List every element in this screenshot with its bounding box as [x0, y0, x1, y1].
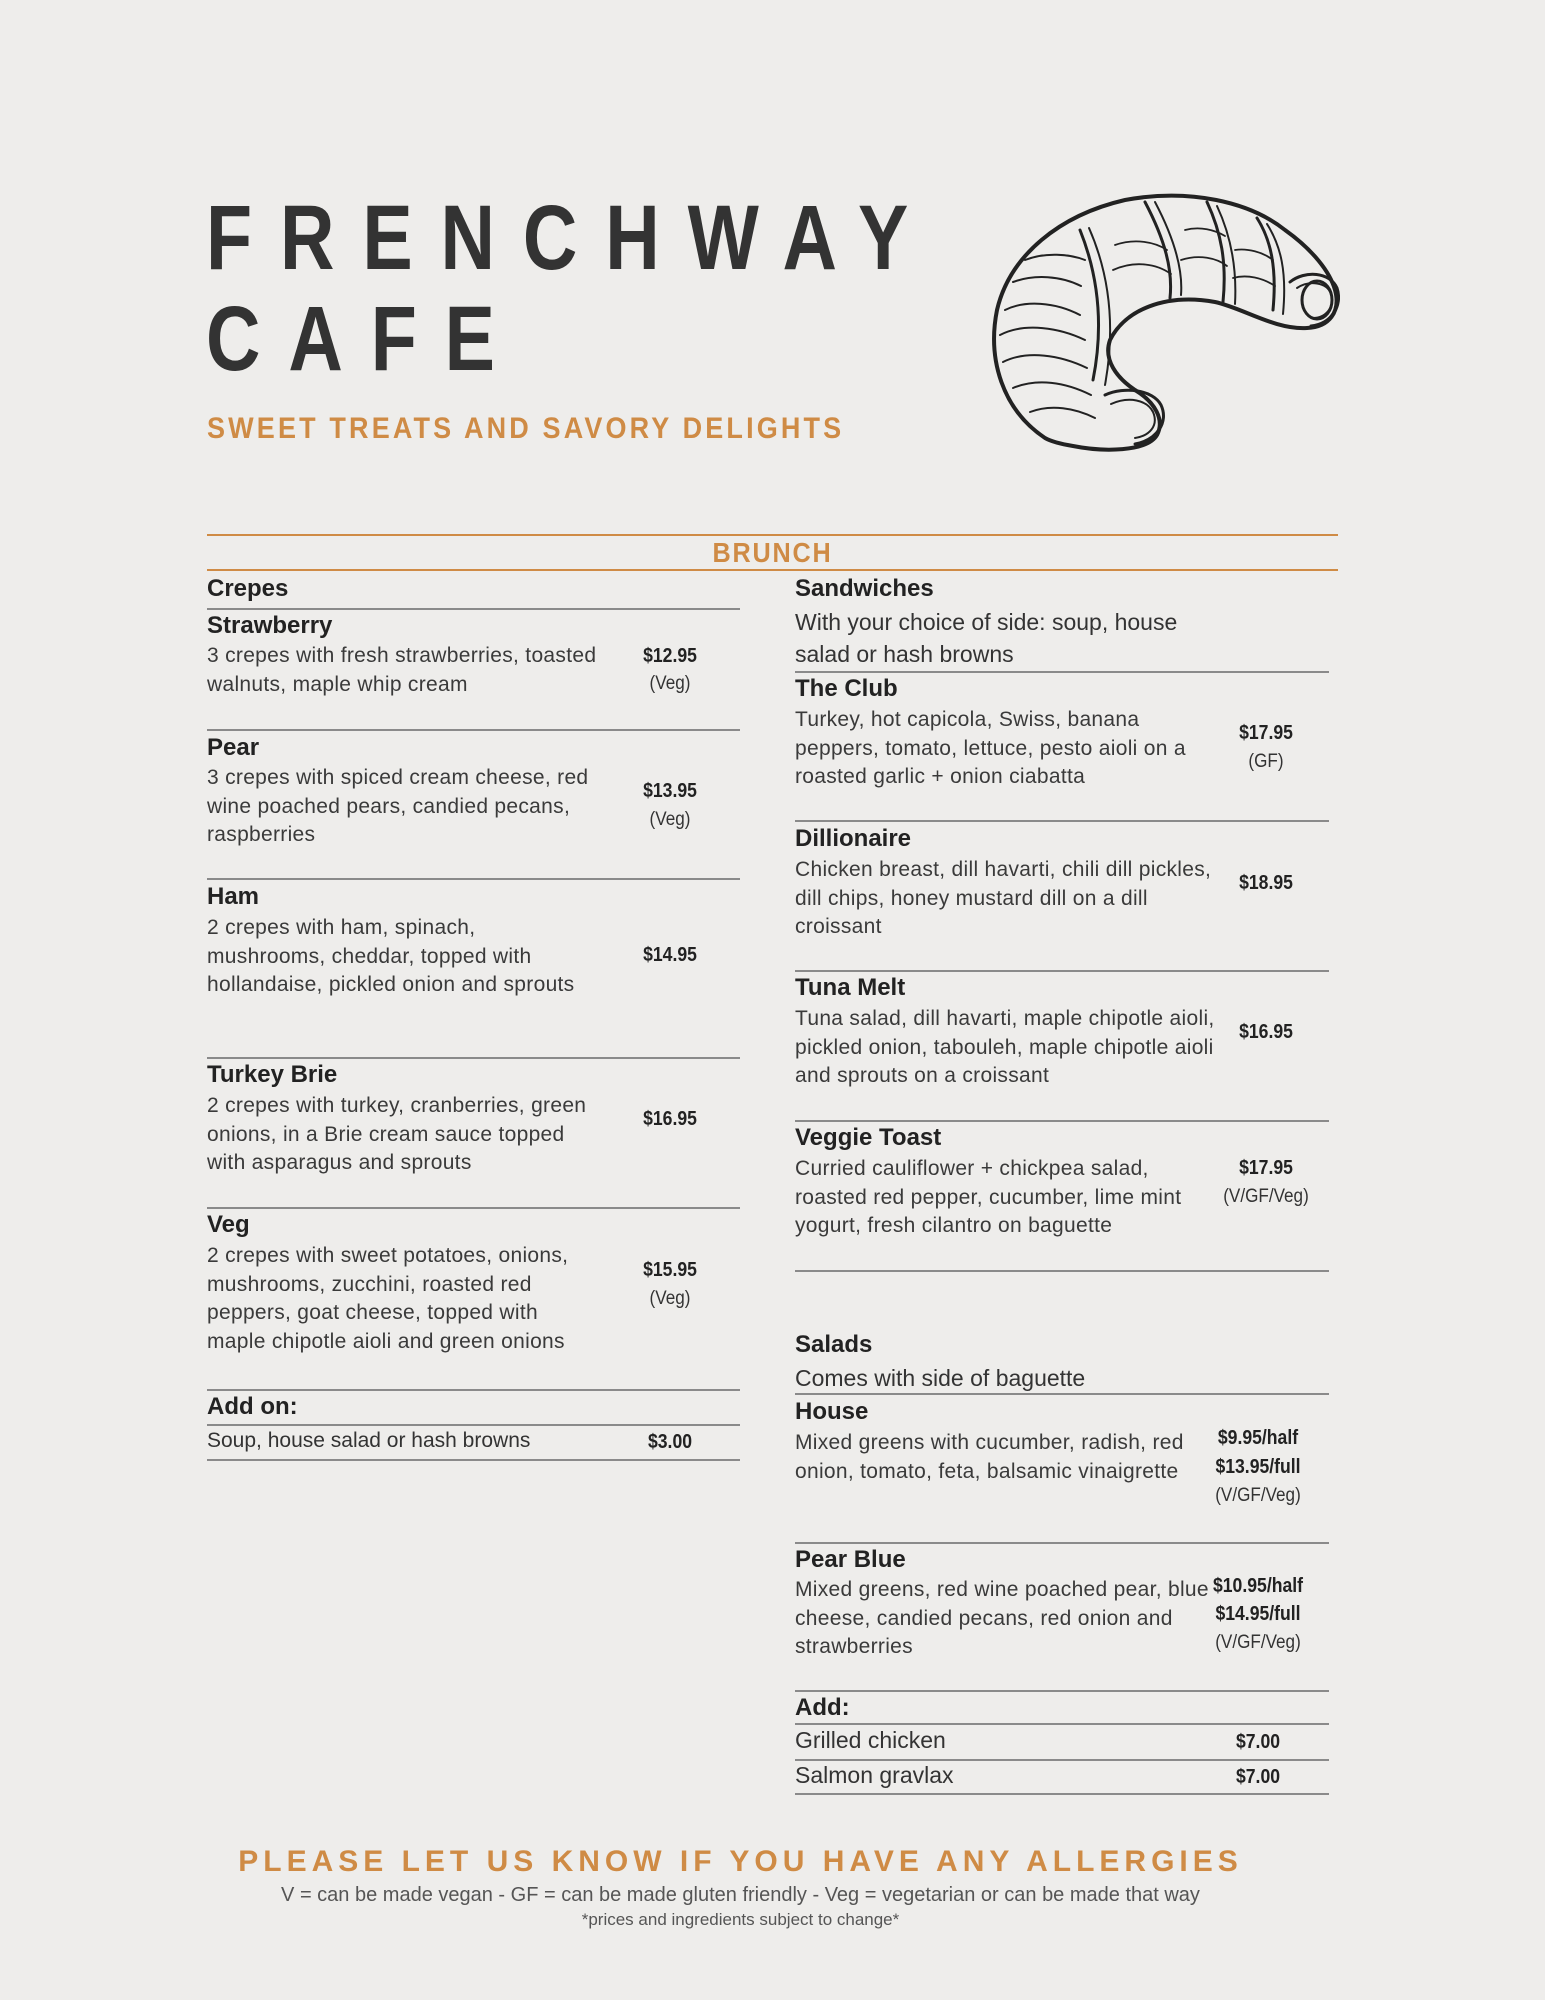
divider — [207, 1424, 740, 1426]
addon-item: Soup, house salad or hash browns — [207, 1429, 531, 1452]
sandwich-price: $17.95 — [1239, 722, 1293, 744]
divider — [207, 1057, 740, 1059]
divider — [207, 1389, 740, 1391]
divider — [795, 1793, 1329, 1795]
section-rule-bottom — [207, 569, 1338, 571]
sandwich-description: Chicken breast, dill havarti, chili dill pickles, dill chips, honey mustard dill on a dill croissant — [795, 858, 1212, 938]
allergy-notice: PLEASE LET US KNOW IF YOU HAVE ANY ALLERGIES — [238, 1845, 1243, 1878]
salad-add-item: Grilled chicken — [795, 1727, 946, 1753]
salads-subtitle: Comes with side of baguette — [795, 1365, 1086, 1391]
crepe-description: 2 crepes with ham, spinach, mushrooms, cheddar, topped with hollandaise, pickled onion and sprouts — [207, 916, 575, 996]
divider — [795, 970, 1329, 972]
divider — [795, 820, 1329, 822]
salad-price-full: $13.95/full — [1215, 1456, 1301, 1478]
salads-heading: Salads — [795, 1331, 873, 1358]
salad-description: Mixed greens, red wine poached pear, blue cheese, candied pecans, red onion and strawberries — [795, 1578, 1209, 1658]
tagline: SWEET TREATS AND SAVORY DELIGHTS — [207, 412, 845, 445]
crepe-price: $15.95 — [643, 1259, 697, 1281]
sandwiches-subtitle: With your choice of side: soup, house salad or hash browns — [795, 609, 1178, 667]
salad-name: Pear Blue — [795, 1546, 906, 1573]
section-rule-top — [207, 534, 1338, 536]
crepe-price: $14.95 — [643, 944, 697, 966]
crepe-price: $16.95 — [643, 1108, 697, 1130]
crepes-heading: Crepes — [207, 575, 289, 602]
divider — [795, 1759, 1329, 1761]
crepe-note: (Veg) — [649, 673, 691, 694]
crepe-price: $13.95 — [643, 780, 697, 802]
crepe-description: 3 crepes with fresh strawberries, toasted walnuts, maple whip cream — [207, 644, 597, 696]
crepe-note: (Veg) — [649, 1288, 691, 1309]
crepe-description: 2 crepes with turkey, cranberries, green onions, in a Brie cream sauce topped with asparagus and sprouts — [207, 1094, 587, 1174]
crepe-price: $12.95 — [643, 645, 697, 667]
sandwich-price: $18.95 — [1239, 872, 1293, 894]
sandwich-price: $16.95 — [1239, 1021, 1293, 1043]
crepe-name: Ham — [207, 883, 260, 910]
sandwich-name: The Club — [795, 675, 898, 702]
salad-price-half: $9.95/half — [1217, 1427, 1299, 1449]
divider — [795, 1723, 1329, 1725]
salad-note: (V/GF/Veg) — [1215, 1485, 1301, 1506]
crepe-description: 2 crepes with sweet potatoes, onions, mushrooms, zucchini, roasted red peppers, goat cheese, topped with maple chipotle aioli and green onions — [207, 1244, 569, 1353]
salad-add-price: $7.00 — [1235, 1766, 1281, 1788]
salad-add-heading: Add: — [795, 1694, 850, 1721]
divider — [207, 729, 740, 731]
divider — [795, 671, 1329, 673]
salad-price-half: $10.95/half — [1212, 1575, 1304, 1597]
croissant-icon — [985, 190, 1340, 452]
divider — [795, 1270, 1329, 1272]
sandwich-description: Tuna salad, dill havarti, maple chipotle aioli, pickled onion, tabouleh, maple chipotle aioli and sprouts on a croissant — [795, 1007, 1215, 1087]
sandwich-name: Tuna Melt — [795, 974, 906, 1001]
divider — [795, 1393, 1329, 1395]
sandwich-name: Dillionaire — [795, 825, 912, 852]
salad-description: Mixed greens with cucumber, radish, red onion, tomato, feta, balsamic vinaigrette — [795, 1431, 1184, 1483]
title-line-2: CAFE — [206, 288, 523, 390]
sandwich-name: Veggie Toast — [795, 1124, 942, 1151]
salad-add-price: $7.00 — [1235, 1731, 1281, 1753]
crepe-name: Strawberry — [207, 612, 333, 639]
dietary-legend: V = can be made vegan - GF = can be made gluten friendly - Veg = vegetarian or can be made that way — [281, 1884, 1200, 1906]
salad-note: (V/GF/Veg) — [1215, 1632, 1301, 1653]
crepe-name: Pear — [207, 734, 260, 761]
divider — [795, 1120, 1329, 1122]
sandwiches-heading: Sandwiches — [795, 575, 934, 602]
price-disclaimer: *prices and ingredients subject to change* — [581, 1910, 900, 1929]
sandwich-description: Turkey, hot capicola, Swiss, banana peppers, tomato, lettuce, pesto aioli on a roasted garlic + onion ciabatta — [795, 708, 1186, 788]
sandwich-description: Curried cauliflower + chickpea salad, roasted red pepper, cucumber, lime mint yogurt, fresh cilantro on baguette — [795, 1157, 1182, 1237]
divider — [207, 1459, 740, 1461]
sandwich-note: (V/GF/Veg) — [1223, 1186, 1309, 1207]
divider — [207, 608, 740, 610]
title-line-1: FRENCHWAY — [206, 187, 937, 289]
crepe-description: 3 crepes with spiced cream cheese, red wine poached pears, candied pecans, raspberries — [207, 766, 589, 846]
divider — [795, 1542, 1329, 1544]
salad-price-full: $14.95/full — [1215, 1603, 1301, 1625]
divider — [795, 1690, 1329, 1692]
addon-price: $3.00 — [647, 1431, 693, 1453]
addon-heading: Add on: — [207, 1393, 298, 1420]
section-title: BRUNCH — [712, 537, 833, 568]
sandwich-note: (GF) — [1248, 751, 1284, 772]
crepe-name: Turkey Brie — [207, 1061, 338, 1088]
crepe-note: (Veg) — [649, 809, 691, 830]
salad-add-item: Salmon gravlax — [795, 1762, 954, 1788]
divider — [207, 1207, 740, 1209]
divider — [207, 878, 740, 880]
crepe-name: Veg — [207, 1211, 250, 1238]
salad-name: House — [795, 1398, 869, 1425]
sandwich-price: $17.95 — [1239, 1157, 1293, 1179]
